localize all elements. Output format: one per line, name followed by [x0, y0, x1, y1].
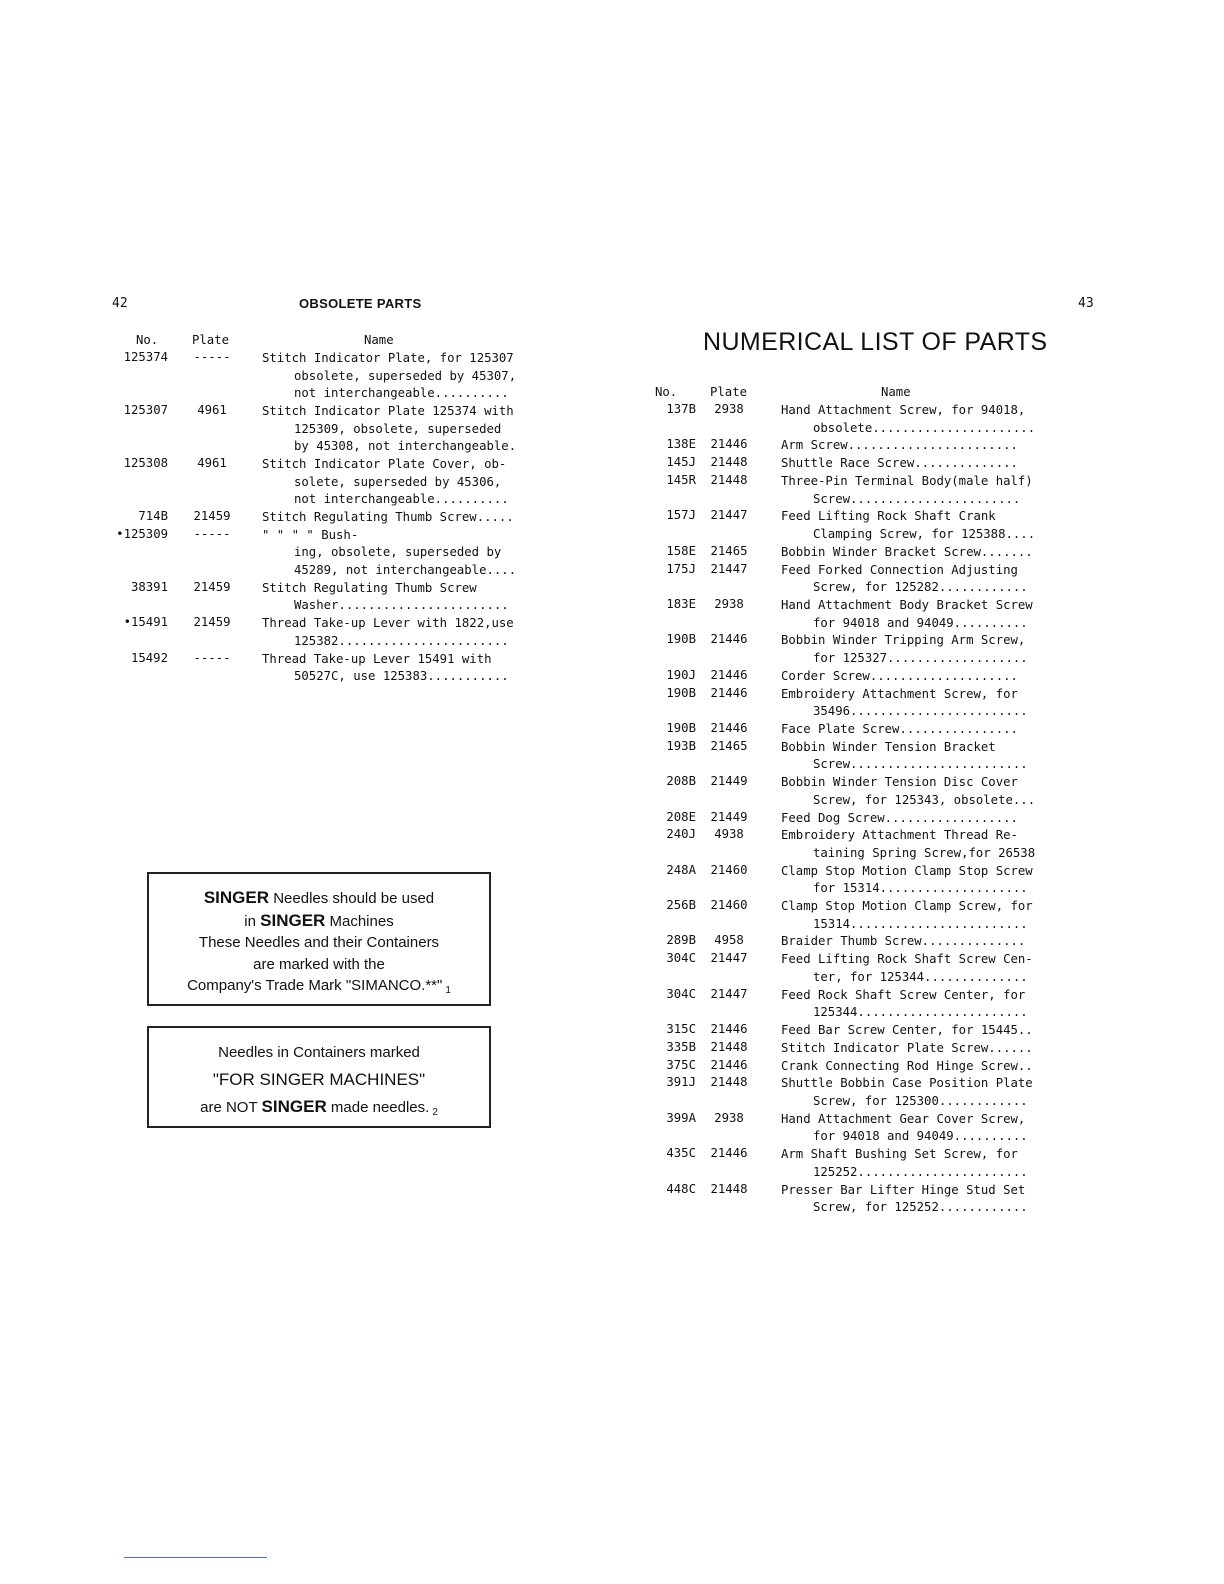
part-name-line: 125344....................... [813, 1005, 1028, 1020]
part-name [781, 402, 1035, 437]
part-name-line: Hand Attachment Gear Cover Screw, [781, 1111, 1026, 1126]
part-name-line: Clamp Stop Motion Clamp Screw, for [781, 899, 1033, 914]
part-name-line: Shuttle Bobbin Case Position Plate [781, 1076, 1033, 1091]
plate-number: 21447 [710, 508, 748, 523]
part-number: 304C [666, 986, 696, 1001]
part-number: 208E [666, 809, 696, 824]
part-number: 435C [666, 1146, 696, 1161]
part-number: 190J [666, 667, 696, 682]
part-name-line: Feed Lifting Rock Shaft Screw Cen- [781, 952, 1033, 967]
part-name-line: ter, for 125344.............. [813, 969, 1028, 984]
plate-number: 4938 [714, 827, 744, 842]
header-plate: Plate [710, 385, 748, 399]
part-name-line: Thread Take-up Lever 15491 with [262, 651, 492, 666]
part-name-line: Screw, for 125282............ [813, 580, 1028, 595]
plate-number: 4958 [714, 933, 744, 948]
notice-line: are marked with the [253, 955, 385, 973]
part-number: 315C [666, 1022, 696, 1037]
singer-needles-notice [147, 872, 491, 1006]
part-name-line: Bobbin Winder Tension Bracket [781, 739, 996, 754]
obsolete-parts-title: OBSOLETE PARTS [299, 296, 422, 311]
part-name [781, 987, 1028, 1022]
part-number: •15491 [123, 615, 168, 630]
part-name-line: Hand Attachment Screw, for 94018, [781, 403, 1026, 417]
table-row [0, 686, 1224, 721]
plate-number: 21448 [710, 1039, 748, 1054]
notice-line [149, 1093, 489, 1126]
part-name-line: Stitch Indicator Plate Screw...... [781, 1040, 1033, 1055]
part-name-line: Arm Shaft Bushing Set Screw, for [781, 1147, 1018, 1162]
part-name-line: Shuttle Race Screw.............. [781, 456, 1018, 471]
part-name-line: Feed Rock Shaft Screw Center, for [781, 987, 1026, 1002]
part-name-line: obsolete...................... [813, 420, 1036, 435]
part-number: 125307 [123, 403, 168, 417]
part-name-line: Screw, for 125252............ [813, 1200, 1028, 1215]
part-name [781, 562, 1028, 597]
part-number: 138E [666, 437, 696, 452]
part-name-line: for 94018 and 94049.......... [813, 1129, 1028, 1144]
part-name-line: Bobbin Winder Tripping Arm Screw, [781, 633, 1026, 648]
table-row [0, 1182, 1224, 1217]
part-number: 190B [666, 632, 696, 647]
table-row [0, 721, 1224, 739]
page-number-left: 42 [112, 296, 128, 311]
notice-line: These Needles and their Containers [198, 934, 440, 951]
table-row [0, 597, 1224, 632]
plate-number: 21448 [710, 472, 748, 487]
notice-line: "FOR SINGER MACHINES" [212, 1070, 426, 1089]
part-number: 448C [666, 1181, 696, 1196]
part-name [781, 774, 1035, 809]
part-number: 256B [666, 898, 696, 913]
part-name-line: 125382....................... [294, 633, 509, 648]
not-singer-needles-notice [147, 1026, 491, 1128]
plate-number: 21446 [710, 1057, 748, 1072]
part-number: 157J [666, 508, 696, 523]
part-name-line: Bobbin Winder Bracket Screw....... [781, 544, 1033, 559]
page-number-right: 43 [1078, 296, 1094, 311]
part-name-line: Clamping Screw, for 125388.... [813, 526, 1036, 541]
part-name [781, 1058, 1033, 1076]
footer-rule [124, 1557, 267, 1558]
part-name-line: 45289, not interchangeable.... [294, 562, 517, 577]
numerical-list-title: NUMERICAL LIST OF PARTS [703, 328, 1048, 356]
part-name [781, 898, 1033, 933]
part-name [781, 721, 1018, 739]
part-name-line: Thread Take-up Lever with 1822,use [262, 616, 514, 631]
part-name [781, 597, 1033, 632]
header-name: Name [881, 385, 911, 399]
table-row [0, 455, 1224, 473]
part-name-line: " " " " Bush- [262, 527, 359, 542]
table-row [0, 810, 1224, 828]
part-name-line: Hand Attachment Body Bracket Screw [781, 597, 1033, 612]
plate-number: 21447 [710, 561, 748, 576]
part-number: 190B [666, 685, 696, 700]
part-name [781, 1075, 1033, 1110]
plate-number: 21465 [710, 738, 748, 753]
plate-number: 21446 [710, 632, 748, 647]
part-name [781, 1182, 1028, 1217]
part-name-line: obsolete, superseded by 45307, [294, 368, 517, 383]
part-name-line: 50527C, use 125383........... [294, 669, 509, 684]
part-name-line: for 125327................... [813, 650, 1028, 665]
plate-number: 2938 [714, 402, 744, 416]
part-number: 145R [666, 472, 696, 487]
part-number: 125308 [123, 456, 168, 470]
part-name-line: Feed Bar Screw Center, for 15445.. [781, 1023, 1033, 1038]
part-number: 38391 [130, 579, 168, 594]
header-plate: Plate [192, 333, 230, 347]
notice-line [149, 975, 489, 1002]
part-number: 391J [666, 1075, 696, 1090]
part-name [781, 863, 1033, 898]
part-name-line: Presser Bar Lifter Hinge Stud Set [781, 1182, 1026, 1197]
plate-number: 21449 [710, 809, 748, 824]
part-name-line: Arm Screw....................... [781, 438, 1018, 453]
part-name [781, 668, 1018, 686]
table-row [0, 562, 1224, 597]
plate-number: 2938 [714, 1110, 744, 1125]
table-row [0, 668, 1224, 686]
part-number: 375C [666, 1057, 696, 1072]
plate-number: ----- [193, 650, 231, 665]
notice-text: are NOT [200, 1099, 258, 1116]
part-number: 714B [138, 509, 168, 523]
part-name-line: Stitch Indicator Plate Cover, ob- [262, 457, 507, 471]
part-name-line: Face Plate Screw................ [781, 721, 1018, 736]
part-number: 158E [666, 543, 696, 558]
plate-number: 21446 [710, 1146, 748, 1161]
part-number: 125374 [123, 350, 168, 364]
part-number: 190B [666, 720, 696, 735]
part-number: 399A [666, 1110, 696, 1125]
plate-number: 21446 [710, 667, 748, 682]
part-name-line: Corder Screw.................... [781, 668, 1018, 683]
part-name-line: Crank Connecting Rod Hinge Screw.. [781, 1058, 1033, 1073]
table-row [0, 544, 1224, 562]
part-name-line: Screw........................ [813, 757, 1028, 772]
plate-number: 21460 [710, 898, 748, 913]
part-number: 208B [666, 774, 696, 789]
table-row [0, 774, 1224, 809]
part-number: 183E [666, 596, 696, 611]
part-number: 248A [666, 862, 696, 877]
part-name-line: Feed Dog Screw.................. [781, 810, 1018, 825]
notice-text: Machines [329, 912, 394, 930]
part-name [781, 686, 1028, 721]
singer-brand: SINGER [260, 910, 326, 930]
part-name [781, 632, 1028, 667]
trademark-text: Company's Trade Mark "SIMANCO.**" [187, 977, 443, 994]
notice-line: Needles in Containers marked [218, 1044, 420, 1061]
footnote-marker: 2 [432, 1107, 438, 1118]
plate-number: 21449 [710, 774, 748, 789]
plate-number: 2938 [714, 596, 744, 611]
part-name-line: ing, obsolete, superseded by [294, 545, 502, 560]
part-number: 289B [666, 933, 696, 948]
plate-number: 4961 [197, 456, 227, 470]
notice-text: in [244, 912, 256, 930]
part-name [781, 544, 1033, 562]
part-name [781, 739, 1028, 774]
part-name-line: Stitch Regulating Thumb Screw [262, 580, 477, 595]
part-number: 137B [666, 402, 696, 416]
table-row [0, 827, 1224, 862]
notice-text: made needles. [330, 1099, 430, 1116]
table-row [0, 402, 1224, 437]
plate-number: 21459 [193, 579, 231, 594]
part-name [781, 1040, 1033, 1058]
part-name-line: Screw, for 125300............ [813, 1094, 1028, 1109]
part-number: 175J [666, 561, 696, 576]
part-name-line: not interchangeable.......... [294, 492, 509, 507]
table-row [0, 1146, 1224, 1181]
part-number: •125309 [116, 526, 168, 541]
table-header [0, 333, 560, 350]
part-number: 15492 [130, 650, 168, 665]
notice-line [149, 910, 489, 933]
part-number: 240J [666, 827, 696, 842]
table-row [0, 508, 1224, 543]
plate-number: 21459 [193, 615, 231, 630]
part-name-line: by 45308, not interchangeable. [294, 439, 517, 454]
part-name [781, 1111, 1028, 1146]
part-name-line: Screw....................... [813, 491, 1021, 506]
plate-number: 4961 [197, 403, 227, 417]
table-row [0, 739, 1224, 774]
singer-brand: SINGER [203, 888, 270, 907]
plate-number: 21446 [710, 685, 748, 700]
plate-number: 21448 [710, 455, 748, 470]
notice-line [149, 887, 489, 910]
table-row [0, 632, 1224, 667]
part-name [781, 473, 1033, 508]
part-name-line: for 15314.................... [813, 881, 1028, 896]
plate-number: ----- [193, 526, 231, 541]
header-no: No. [136, 333, 159, 347]
singer-brand: SINGER [261, 1097, 327, 1116]
part-name-line: Clamp Stop Motion Clamp Stop Screw [781, 863, 1033, 878]
part-name [781, 1146, 1028, 1181]
part-name-line: Washer....................... [294, 598, 509, 613]
part-number: 304C [666, 951, 696, 966]
part-name-line: Bobbin Winder Tension Disc Cover [781, 775, 1018, 790]
table-row [0, 473, 1224, 508]
part-name-line: not interchangeable.......... [294, 386, 509, 401]
part-name [781, 508, 1035, 543]
part-name [781, 455, 1018, 473]
part-name-line: Three-Pin Terminal Body(male half) [781, 473, 1033, 488]
part-number: 193B [666, 738, 696, 753]
header-name: Name [364, 333, 394, 347]
part-name-line: 35496........................ [813, 704, 1028, 719]
plate-number: 21446 [710, 1022, 748, 1037]
table-header [0, 385, 1224, 402]
part-name-line: Embroidery Attachment Screw, for [781, 686, 1018, 701]
notice-text: Needles should be used [273, 890, 435, 907]
footnote-marker: 1 [445, 985, 451, 996]
table-row [0, 437, 1224, 455]
plate-number: 21465 [710, 543, 748, 558]
plate-number: 21459 [193, 509, 231, 523]
part-name [781, 933, 1025, 951]
part-name-line: 125309, obsolete, superseded [294, 421, 502, 436]
part-name-line: 15314........................ [813, 916, 1028, 931]
part-name [781, 951, 1033, 986]
part-name-line: Stitch Regulating Thumb Screw..... [262, 510, 514, 524]
part-name-line: Feed Forked Connection Adjusting [781, 562, 1018, 577]
part-name-line: Stitch Indicator Plate, for 125307 [262, 351, 514, 365]
part-name-line: Feed Lifting Rock Shaft Crank [781, 509, 996, 524]
plate-number: 21446 [710, 437, 748, 452]
part-name-line: 125252....................... [813, 1164, 1028, 1179]
part-name [781, 810, 1018, 828]
plate-number: 21447 [710, 986, 748, 1001]
part-name [781, 827, 1035, 862]
plate-number: 21448 [710, 1075, 748, 1090]
part-name [781, 1022, 1033, 1040]
part-name [781, 437, 1018, 455]
part-name-line: for 94018 and 94049.......... [813, 615, 1028, 630]
part-number: 335B [666, 1039, 696, 1054]
plate-number: ----- [193, 350, 231, 364]
plate-number: 21460 [710, 862, 748, 877]
header-no: No. [655, 385, 678, 399]
plate-number: 21448 [710, 1181, 748, 1196]
part-name-line: Braider Thumb Screw.............. [781, 934, 1026, 949]
part-name-line: Screw, for 125343, obsolete... [813, 792, 1036, 807]
plate-number: 21446 [710, 720, 748, 735]
part-name-line: Embroidery Attachment Thread Re- [781, 828, 1018, 843]
part-name-line: Stitch Indicator Plate 125374 with [262, 404, 514, 418]
part-number: 145J [666, 455, 696, 470]
plate-number: 21447 [710, 951, 748, 966]
part-name-line: solete, superseded by 45306, [294, 474, 502, 489]
part-name-line: taining Spring Screw,for 26538 [813, 845, 1036, 860]
